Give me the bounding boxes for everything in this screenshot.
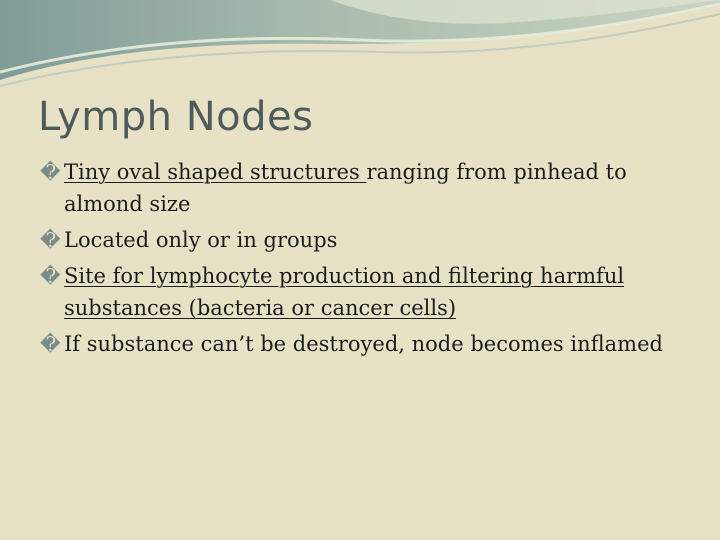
slide-title: Lymph Nodes xyxy=(38,94,314,140)
bullet-text-underlined: Tiny oval shaped structures xyxy=(64,160,367,184)
bullet-marker-icon: � xyxy=(40,332,61,356)
bullet-item xyxy=(40,156,676,220)
bullet-item xyxy=(40,328,676,360)
bullet-list xyxy=(40,156,676,364)
bullet-text: If substance can’t be destroyed, node becomes inflamed xyxy=(64,332,663,356)
bullet-marker-icon: � xyxy=(40,264,61,288)
header-wave-decoration xyxy=(0,0,720,95)
bullet-text: ranging from pinhead to almond size xyxy=(64,160,627,216)
bullet-text: Located only or in groups xyxy=(64,228,338,252)
bullet-item xyxy=(40,260,676,324)
bullet-marker-icon: � xyxy=(40,228,61,252)
bullet-item xyxy=(40,224,676,256)
bullet-text-underlined: Site for lymphocyte production and filtering harmful substances (bacteria or cancer cells) xyxy=(64,264,625,320)
bullet-marker-icon: � xyxy=(40,160,61,184)
